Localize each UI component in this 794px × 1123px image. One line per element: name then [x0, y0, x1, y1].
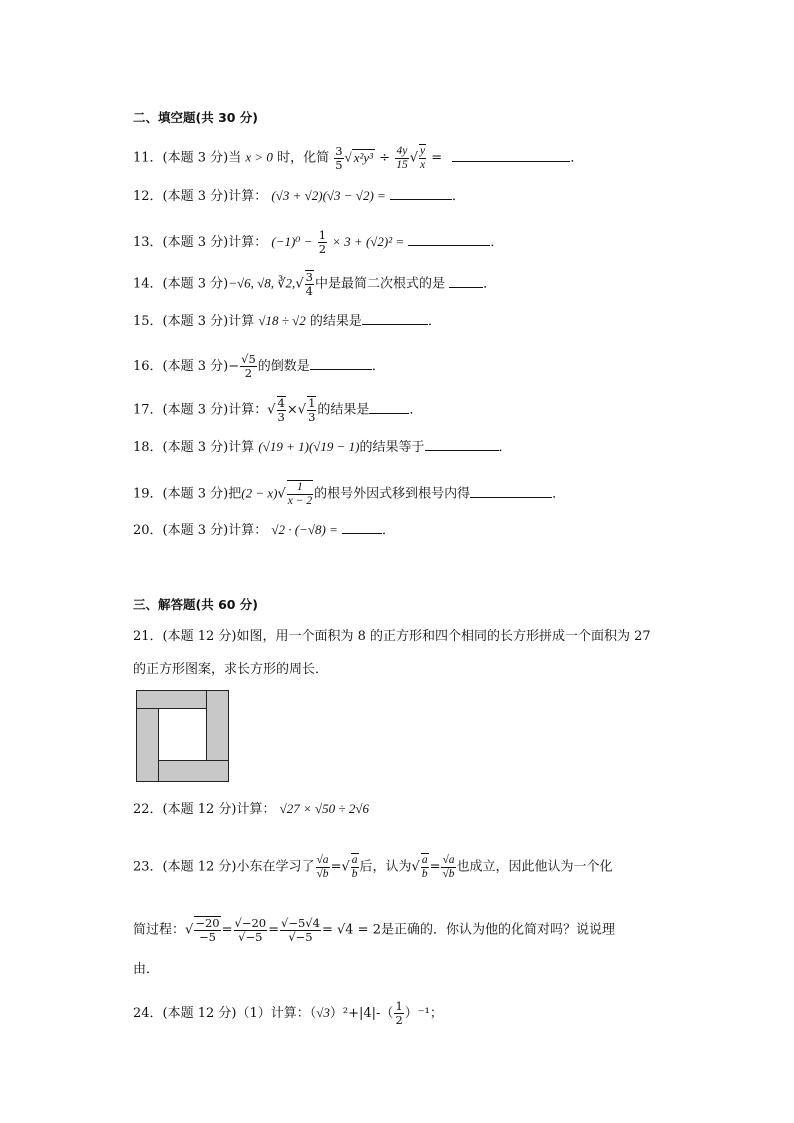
question-16: 16．(本题 3 分)− $\frac{√5}{2}$ 的倒数是 ． — [133, 352, 385, 380]
q17-fraction-2: $\frac{1}{3}$ — [308, 396, 316, 424]
q11-divide: ÷ — [379, 150, 391, 166]
q18-answer-blank[interactable] — [425, 438, 499, 451]
q22-expression: √27 × √50 ÷ 2√6 — [279, 801, 369, 816]
q14-prefix: 14．(本题 3 分) — [133, 276, 229, 292]
q14-answer-blank[interactable] — [449, 275, 483, 288]
question-23-line-1: 23．(本题 12 分)小东在学习了 $\frac{√a}{√b}$ =√ $\frac{a}{b}$ 后，认为√ $\frac{a}{b}$ = $\frac{√a}{√b}$ 也成立，因此他认为一个化 — [133, 853, 613, 880]
q15-answer-blank[interactable] — [362, 312, 428, 325]
q13-answer-blank[interactable] — [408, 233, 490, 246]
q24-mid: ）²+|4|-（ — [329, 1006, 394, 1021]
q17-suffix: 的结果是 — [317, 402, 370, 418]
q23-frac-1: $\frac{√a}{√b}$ — [316, 853, 329, 880]
q14-suffix: 中是最简二次根式的是 — [314, 276, 445, 292]
q19-prefix: 19．(本题 3 分)把 — [133, 486, 242, 502]
q16-prefix: 16．(本题 3 分) — [133, 359, 229, 374]
q17-prefix: 17．(本题 3 分)计算： — [133, 402, 268, 418]
q23-prefix: 23．(本题 12 分)小东在学习了 — [133, 859, 315, 875]
q20-expression: √2 · (−√8) = — [271, 522, 338, 537]
question-24 — [133, 1000, 443, 1027]
q11-radical-fraction: $\frac{y}{x}$ — [420, 145, 426, 171]
q11-fraction: $\frac{4y}{15}$ — [396, 144, 408, 171]
figure-inner-square — [159, 709, 207, 761]
question-17: 17．(本题 3 分)计算：√ $\frac{4}{3}$ ×√ $\frac{1}{3}$ 的结果是 ． — [133, 396, 423, 424]
q12-prefix: 12．(本题 3 分)计算： — [133, 189, 268, 204]
section-title-solve: 三、解答题(共 60 分) — [133, 597, 259, 612]
q12-expression: (√3 + √2)(√3 − √2) = — [271, 188, 386, 203]
question-14: 14．(本题 3 分)−√6, √8, ∛2,√ $\frac{3}{4}$ 中是最简二次根式的是 ． — [133, 270, 497, 298]
question-11: 11．(本题 3 分)当 x > 0 时，化简 $\frac{3}{5}$ √ x²y³ ÷ $\frac{4y}{15}$ √ $\frac{y}{x}$ = ． — [133, 143, 584, 172]
question-23-line-3: 由． — [133, 962, 160, 977]
q13-expr-a: (−1)⁰ − — [271, 234, 313, 249]
q19-suffix: 的根号外因式移到根号内得 — [314, 486, 471, 502]
q18-prefix: 18．(本题 3 分)计算 — [133, 440, 255, 455]
question-18: 18．(本题 3 分)计算 (√19 + 1)(√19 − 1)的结果等于 ． — [133, 439, 512, 455]
q23-line2-prefix: 简过程： — [133, 922, 186, 938]
question-22 — [133, 801, 369, 818]
q23-mid: 后，认为 — [359, 859, 412, 875]
q23-suffix: 也成立，因此他认为一个化 — [456, 859, 613, 875]
q23-step-1: $\frac{-20}{-5}$ — [195, 916, 220, 944]
q11-answer-blank[interactable] — [452, 149, 570, 162]
q24-fraction: $\frac{1}{2}$ — [395, 999, 403, 1027]
q20-prefix: 20．(本题 3 分)计算： — [133, 523, 268, 538]
q11-equals: = — [431, 150, 443, 166]
question-23-line-2: 简过程：√ $\frac{-20}{-5}$ = $\frac{√-20}{√-5}$ = $\frac{√-5√4}{√-5}$ = √4 = 2是正确的．你认为他的化简对吗？说说理 — [133, 915, 615, 944]
q13-expr-b: × 3 + (√2)² = — [332, 234, 405, 249]
question-12: 12．(本题 3 分)计算： (√3 + √2)(√3 − √2) = ． — [133, 188, 465, 204]
q13-prefix: 13．(本题 3 分)计算： — [133, 235, 268, 250]
q23-frac-3: $\frac{a}{b}$ — [421, 854, 428, 880]
q13-fraction: $\frac{1}{2}$ — [318, 228, 327, 256]
q16-fraction: $\frac{√5}{2}$ — [241, 352, 256, 380]
q19-radical-fraction: $\frac{1}{x - 2}$ — [287, 481, 313, 507]
q18-expression: (√19 + 1)(√19 − 1) — [258, 439, 360, 454]
q11-prefix: 11．(本题 3 分)当 — [133, 150, 242, 166]
figure-rect-left — [137, 709, 159, 782]
question-15: 15．(本题 3 分)计算 √18 ÷ √2 的结果是 ． — [133, 313, 441, 329]
q19-answer-blank[interactable] — [470, 485, 552, 498]
q15-prefix: 15．(本题 3 分)计算 — [133, 314, 255, 329]
question-19: 19．(本题 3 分)把(2 − x)√ $\frac{1}{x - 2}$ 的根号外因式移到根号内得 ． — [133, 481, 566, 507]
square-pattern-figure — [136, 690, 229, 782]
q23-eq-a: = — [221, 922, 233, 938]
q16-suffix: 的倒数是 — [257, 359, 310, 374]
q17-fraction-1: $\frac{4}{3}$ — [277, 396, 285, 424]
q14-expression: −√6, √8, ∛2, — [228, 275, 296, 291]
question-20: 20．(本题 3 分)计算： √2 · (−√8) = ． — [133, 522, 396, 538]
question-13: 13．(本题 3 分)计算： (−1)⁰ − $\frac{1}{2}$ × 3 + (√2)² = ． — [133, 228, 504, 256]
q15-expression: √18 ÷ √2 — [258, 313, 306, 328]
q11-mid: 时，化简 — [277, 150, 330, 166]
q24-suffix: ）⁻¹； — [404, 1006, 443, 1021]
q11-condition: x > 0 — [245, 149, 273, 165]
q23-line2-suffix: 是正确的．你认为他的化简对吗？说说理 — [380, 922, 615, 938]
figure-rect-bottom — [159, 761, 229, 782]
q16-answer-blank[interactable] — [310, 357, 372, 370]
q11-radicand: x²y³ — [353, 149, 374, 165]
q18-suffix: 的结果等于 — [359, 440, 425, 455]
figure-rect-top — [137, 691, 207, 709]
q19-expression: (2 − x) — [241, 485, 278, 501]
figure-rect-right — [207, 691, 229, 761]
q24-radical: √3 — [316, 1005, 330, 1020]
q23-eq-b: = — [268, 922, 280, 938]
section-title-fill-in: 二、填空题(共 30 分) — [133, 110, 259, 125]
q14-radical-fraction: $\frac{3}{4}$ — [305, 270, 313, 298]
q15-suffix: 的结果是 — [309, 314, 362, 329]
q23-frac-4: $\frac{√a}{√b}$ — [442, 853, 455, 880]
q23-eq-2: = — [429, 859, 441, 875]
q11-coef-fraction: $\frac{3}{5}$ — [335, 143, 343, 172]
q22-prefix: 22．(本题 12 分)计算： — [133, 802, 276, 817]
q23-frac-2: $\frac{a}{b}$ — [351, 854, 358, 880]
q23-step-2: $\frac{√-20}{√-5}$ — [234, 915, 267, 944]
question-21-line-2: 的正方形图案，求长方形的周长． — [133, 662, 329, 677]
q23-step-3: $\frac{√-5√4}{√-5}$ — [281, 915, 320, 944]
q23-eq-c: = √4 = 2 — [321, 922, 381, 938]
q23-eq-1: = — [330, 859, 342, 875]
q12-answer-blank[interactable] — [390, 187, 452, 200]
q17-answer-blank[interactable] — [369, 401, 409, 414]
q20-answer-blank[interactable] — [342, 521, 382, 534]
q24-prefix: 24．(本题 12 分)（1）计算：（ — [133, 1006, 317, 1021]
q17-times: × — [286, 402, 298, 418]
q16-sign: − — [228, 359, 240, 374]
question-21-line-1: 21．(本题 12 分)如图，用一个面积为 8 的正方形和四个相同的长方形拼成一个面积为 27 — [133, 629, 651, 644]
